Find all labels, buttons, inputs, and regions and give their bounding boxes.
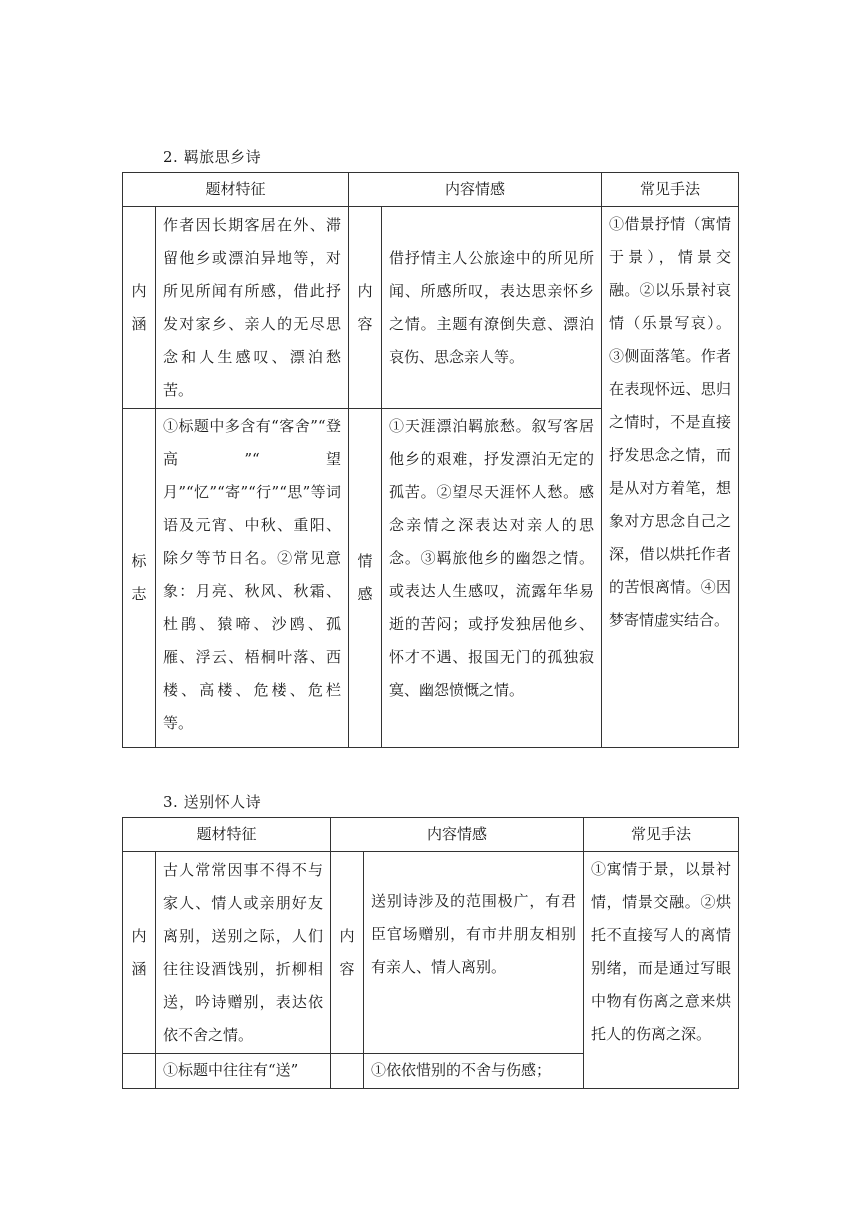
common-methods: ①借景抒情（寓情于景），情景交融。②以乐景衬哀情（乐景写哀）。③侧面落笔。作者在表现怀远、思归之情时，不是直接抒发思念之情，而是从对方着笔，想象对方思念自己之深，借以烘托作者的苦恨离情。④因梦寄情虚实结合。: [602, 207, 739, 748]
row-label-connotation: 内 涵: [123, 852, 156, 1054]
section-3-heading: 3. 送别怀人诗: [163, 793, 262, 811]
feature-connotation: 古人常常因事不得不与家人、情人或亲朋好友离别，送别之际，人们往往设酒饯别，折柳相送，吟诗赠别，表达依依不舍之情。: [156, 852, 331, 1054]
row-label-markers: 标 志: [123, 409, 156, 748]
emotion-label: 情 感: [349, 409, 382, 748]
header-content: 内容情感: [331, 818, 584, 852]
content-label: 内 容: [331, 852, 364, 1054]
header-feature: 题材特征: [123, 173, 349, 207]
farewell-poetry-table: [122, 817, 739, 1089]
emotion-description: ①依依惜别的不舍与伤感；: [364, 1054, 584, 1089]
content-description: 送别诗涉及的范围极广，有君臣官场赠别，有市井朋友相别有亲人、情人离别。: [364, 852, 584, 1054]
feature-markers: ①标题中多含有“客舍”“登高”“望月”“忆”“寄”“行”“思”等词语及元宵、中秋、重阳、除夕等节日名。②常见意象：月亮、秋风、秋霜、杜鹃、猿啼、沙鸥、孤雁、浮云、梧桐叶落、西楼、高楼、危楼、危栏等。: [156, 409, 349, 748]
content-description: 借抒情主人公旅途中的所见所闻、所感所叹，表达思亲怀乡之情。主题有潦倒失意、漂泊哀伤、思念亲人等。: [382, 207, 602, 409]
header-content: 内容情感: [349, 173, 602, 207]
header-feature: 题材特征: [123, 818, 331, 852]
section-2-heading: 2. 羁旅思乡诗: [163, 148, 262, 166]
header-methods: 常见手法: [602, 173, 739, 207]
common-methods: ①寓情于景，以景衬情，情景交融。②烘托不直接写人的离情别绪，而是通过写眼中物有伤离之意来烘托人的伤离之深。: [584, 852, 739, 1089]
emotion-label-empty: [331, 1054, 364, 1089]
header-methods: 常见手法: [584, 818, 739, 852]
feature-markers: ①标题中往往有“送”: [156, 1054, 331, 1089]
emotion-description: ①天涯漂泊羁旅愁。叙写客居他乡的艰难，抒发漂泊无定的孤苦。②望尽天涯怀人愁。感念亲情之深表达对亲人的思念。③羁旅他乡的幽怨之情。或表达人生感叹，流露年华易逝的苦闷；或抒发独居他乡、怀才不遇、报国无门的孤独寂寞、幽怨愤慨之情。: [382, 409, 602, 748]
row-label-connotation: 内 涵: [123, 207, 156, 409]
row-label-empty: [123, 1054, 156, 1089]
feature-connotation: 作者因长期客居在外、滞留他乡或漂泊异地等，对所见所闻有所感，借此抒发对家乡、亲人的无尽思念和人生感叹、漂泊愁苦。: [156, 207, 349, 409]
homesick-poetry-table: [122, 172, 739, 748]
content-label: 内 容: [349, 207, 382, 409]
